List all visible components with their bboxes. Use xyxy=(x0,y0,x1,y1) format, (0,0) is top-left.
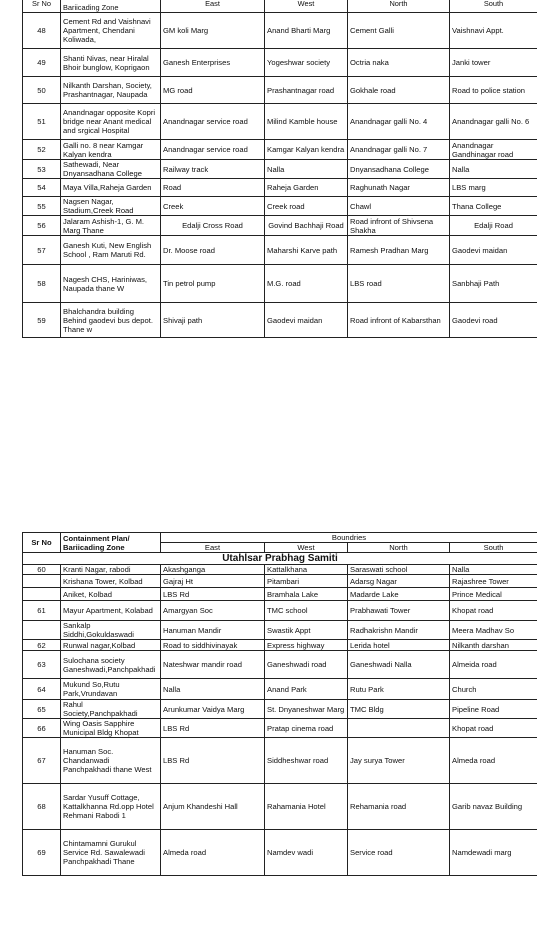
zone-cell: Nilkanth Darshan, Society, Prashantnagar, Naupada xyxy=(61,77,161,104)
west-cell: Prashantnagar road xyxy=(265,77,348,104)
zone-cell: Bhalchandra building Behind gaodevi bus depot. Thane w xyxy=(61,303,161,338)
south-cell: Road to police station xyxy=(450,77,537,104)
table-row xyxy=(23,738,537,784)
zone-cell: Jalaram Ashish-1, G. M. Marg Thane xyxy=(61,216,161,236)
boundries-header: Boundries xyxy=(161,533,537,543)
east-cell: Amargyan Soc xyxy=(161,601,265,621)
zone-cell: Sulochana society Ganeshwadi,Panchpakhadi xyxy=(61,651,161,679)
south-cell: Anandnagar Gandhinagar road xyxy=(450,140,537,160)
table-row xyxy=(23,565,537,575)
table-row xyxy=(23,197,537,216)
sr-no-cell: 55 xyxy=(23,197,61,216)
east-cell: Almeda road xyxy=(161,830,265,876)
table-row xyxy=(23,77,537,104)
table-row xyxy=(23,104,537,140)
sr-no-cell: 67 xyxy=(23,738,61,784)
zone-cell: Chintamamni Gurukul Service Rd. Sawalewadi Panchpakhadi Thane xyxy=(61,830,161,876)
west-cell: Bramhala Lake xyxy=(265,588,348,601)
sr-no-cell: 56 xyxy=(23,216,61,236)
south-cell: Edalji Road xyxy=(450,216,537,236)
zone-cell: Rahul Society,Panchpakhadi xyxy=(61,700,161,719)
west-cell: Yogeshwar society xyxy=(265,49,348,77)
zone-cell: Cement Rd and Vaishnavi Apartment, Chendani Koliwada, xyxy=(61,13,161,49)
sr-no-cell: 58 xyxy=(23,265,61,303)
table-row xyxy=(23,575,537,588)
barricading-table-two xyxy=(22,532,537,876)
west-cell: Rahamania Hotel xyxy=(265,784,348,830)
zone-cell: Galli no. 8 near Kamgar Kalyan kendra xyxy=(61,140,161,160)
south-cell: Khopat road xyxy=(450,719,537,738)
sr-no-cell: 63 xyxy=(23,651,61,679)
north-cell: Raghunath Nagar xyxy=(348,179,450,197)
sr-no-cell: 64 xyxy=(23,679,61,700)
north-cell: Chawl xyxy=(348,197,450,216)
east-cell: MG road xyxy=(161,77,265,104)
zone-header: Containment Plan/ Bariicading Zone xyxy=(61,533,161,553)
table-row xyxy=(23,719,537,738)
sr-no-cell: 49 xyxy=(23,49,61,77)
south-cell: Gaodevi maidan xyxy=(450,236,537,265)
sr-no-header: Sr No xyxy=(23,533,61,553)
north-cell: Ramesh Pradhan Marg xyxy=(348,236,450,265)
south-cell: Vaishnavi Appt. xyxy=(450,13,537,49)
east-cell: Anandnagar service road xyxy=(161,140,265,160)
north-cell: Octria naka xyxy=(348,49,450,77)
table-row xyxy=(23,303,537,338)
east-cell: LBS Rd xyxy=(161,738,265,784)
table-row xyxy=(23,784,537,830)
north-header: North xyxy=(348,0,450,13)
north-cell: Radhakrishn Mandir xyxy=(348,621,450,640)
east-cell: LBS Rd xyxy=(161,719,265,738)
west-cell: Raheja Garden xyxy=(265,179,348,197)
west-cell: Govind Bachhaji Road xyxy=(265,216,348,236)
west-cell: Anand Bharti Marg xyxy=(265,13,348,49)
west-cell: TMC school xyxy=(265,601,348,621)
table-row xyxy=(23,160,537,179)
east-header: East xyxy=(161,543,265,553)
north-cell: LBS road xyxy=(348,265,450,303)
table-row xyxy=(23,265,537,303)
west-cell: Pitambari xyxy=(265,575,348,588)
sr-no-cell: 60 xyxy=(23,565,61,575)
north-cell: Madarde Lake xyxy=(348,588,450,601)
east-cell: Anandnagar service road xyxy=(161,104,265,140)
west-cell: Express highway xyxy=(265,640,348,651)
east-cell: LBS Rd xyxy=(161,588,265,601)
east-cell: Anjum Khandeshi Hall xyxy=(161,784,265,830)
north-cell: Jay surya Tower xyxy=(348,738,450,784)
east-cell: Akashganga xyxy=(161,565,265,575)
sr-no-header: Sr No xyxy=(23,0,61,13)
zone-cell: Runwal nagar,Kolbad xyxy=(61,640,161,651)
zone-cell: Kranti Nagar, rabodi xyxy=(61,565,161,575)
sheet-two xyxy=(22,532,537,876)
north-cell: Rehamania road xyxy=(348,784,450,830)
sr-no-cell: 51 xyxy=(23,104,61,140)
north-cell: Anandnagar galli No. 4 xyxy=(348,104,450,140)
south-cell: Nalla xyxy=(450,565,537,575)
south-cell: Almeda road xyxy=(450,738,537,784)
sr-no-cell: 48 xyxy=(23,13,61,49)
west-cell: Kattalkhana xyxy=(265,565,348,575)
table-row xyxy=(23,640,537,651)
north-cell: Gokhale road xyxy=(348,77,450,104)
east-cell: Hanuman Mandir xyxy=(161,621,265,640)
table-row xyxy=(23,13,537,49)
west-cell: Ganeshwadi road xyxy=(265,651,348,679)
north-cell: Anandnagar galli No. 7 xyxy=(348,140,450,160)
table-row xyxy=(23,830,537,876)
west-cell: Kamgar Kalyan kendra xyxy=(265,140,348,160)
table-row xyxy=(23,140,537,160)
north-cell: Saraswati school xyxy=(348,565,450,575)
zone-cell: Sardar Yusuff Cottage, Kattalkhanna Rd.opp Hotel Rehmani Rabodi 1 xyxy=(61,784,161,830)
sr-no-cell: 68 xyxy=(23,784,61,830)
sr-no-cell xyxy=(23,588,61,601)
zone-cell: Nagesh CHS, Hariniwas, Naupada thane W xyxy=(61,265,161,303)
west-cell: St. Dnyaneshwar Marg xyxy=(265,700,348,719)
south-cell: Garib navaz Building xyxy=(450,784,537,830)
south-cell: Nalla xyxy=(450,160,537,179)
east-cell: GM koli Marg xyxy=(161,13,265,49)
sr-no-cell: 61 xyxy=(23,601,61,621)
zone-cell: Nagsen Nagar, Stadium,Creek Road xyxy=(61,197,161,216)
west-cell: Maharshi Karve path xyxy=(265,236,348,265)
zone-header: Bariicading Zone xyxy=(61,0,161,13)
west-header: West xyxy=(265,543,348,553)
east-cell: Dr. Moose road xyxy=(161,236,265,265)
south-cell: Khopat road xyxy=(450,601,537,621)
north-cell: Dnyansadhana College xyxy=(348,160,450,179)
sr-no-cell: 52 xyxy=(23,140,61,160)
south-cell: Sanbhaji Path xyxy=(450,265,537,303)
zone-cell: Mayur Apartment, Kolabad xyxy=(61,601,161,621)
east-cell: Edalji Cross Road xyxy=(161,216,265,236)
table-row xyxy=(23,216,537,236)
zone-cell: Aniket, Kolbad xyxy=(61,588,161,601)
sr-no-cell: 53 xyxy=(23,160,61,179)
zone-cell: Krishana Tower, Kolbad xyxy=(61,575,161,588)
north-cell: TMC Bldg xyxy=(348,700,450,719)
west-header: West xyxy=(265,0,348,13)
table-row xyxy=(23,651,537,679)
east-cell: Tin petrol pump xyxy=(161,265,265,303)
north-cell: Prabhawati Tower xyxy=(348,601,450,621)
table-row xyxy=(23,679,537,700)
table-header-row-top xyxy=(23,533,537,543)
barricading-table-one xyxy=(22,0,537,338)
north-cell: Rutu Park xyxy=(348,679,450,700)
table-header-row xyxy=(23,0,537,13)
west-cell: Anand Park xyxy=(265,679,348,700)
north-cell: Lerida hotel xyxy=(348,640,450,651)
south-cell: Prince Medical xyxy=(450,588,537,601)
zone-cell: Sankalp Siddhi,Gokuldaswadi xyxy=(61,621,161,640)
east-header: East xyxy=(161,0,265,13)
west-cell: M.G. road xyxy=(265,265,348,303)
north-cell: Road infront of Kabarsthan xyxy=(348,303,450,338)
sr-no-cell: 62 xyxy=(23,640,61,651)
table-row xyxy=(23,601,537,621)
east-cell: Road xyxy=(161,179,265,197)
west-cell: Gaodevi maidan xyxy=(265,303,348,338)
sr-no-cell: 50 xyxy=(23,77,61,104)
sr-no-cell xyxy=(23,575,61,588)
south-cell: Pipeline Road xyxy=(450,700,537,719)
west-cell: Creek road xyxy=(265,197,348,216)
east-cell: Creek xyxy=(161,197,265,216)
east-cell: Gajraj Ht xyxy=(161,575,265,588)
north-cell: Service road xyxy=(348,830,450,876)
south-cell: Almeida road xyxy=(450,651,537,679)
west-cell: Swastik Appt xyxy=(265,621,348,640)
sr-no-cell: 65 xyxy=(23,700,61,719)
south-cell: Church xyxy=(450,679,537,700)
south-cell: Thana College xyxy=(450,197,537,216)
zone-cell: Wing Oasis Sapphire Municipal Bldg Khopat xyxy=(61,719,161,738)
north-cell: Adarsg Nagar xyxy=(348,575,450,588)
south-header: South xyxy=(450,0,537,13)
east-cell: Shivaji path xyxy=(161,303,265,338)
north-cell: Ganeshwadi Nalla xyxy=(348,651,450,679)
table-row xyxy=(23,179,537,197)
table-row xyxy=(23,236,537,265)
south-header: South xyxy=(450,543,537,553)
zone-cell: Maya Villa,Raheja Garden xyxy=(61,179,161,197)
north-header: North xyxy=(348,543,450,553)
table-row xyxy=(23,621,537,640)
table-row xyxy=(23,588,537,601)
west-cell: Siddheshwar road xyxy=(265,738,348,784)
sr-no-cell: 54 xyxy=(23,179,61,197)
zone-cell: Anandnagar opposite Kopri bridge near Anant medical and srgical Hospital xyxy=(61,104,161,140)
north-cell xyxy=(348,719,450,738)
south-cell: Nilkanth darshan xyxy=(450,640,537,651)
section-title-row xyxy=(23,553,537,565)
west-cell: Nalla xyxy=(265,160,348,179)
sr-no-cell: 57 xyxy=(23,236,61,265)
north-cell: Cement Galli xyxy=(348,13,450,49)
east-cell: Nateshwar mandir road xyxy=(161,651,265,679)
table-row xyxy=(23,700,537,719)
south-cell: Rajashree Tower xyxy=(450,575,537,588)
south-cell: Gaodevi road xyxy=(450,303,537,338)
north-cell: Road infront of Shivsena Shakha xyxy=(348,216,450,236)
south-cell: Anandnagar galli No. 6 xyxy=(450,104,537,140)
south-cell: LBS marg xyxy=(450,179,537,197)
zone-cell: Mukund So,Rutu Park,Vrundavan xyxy=(61,679,161,700)
south-cell: Janki tower xyxy=(450,49,537,77)
east-cell: Arunkumar Vaidya Marg xyxy=(161,700,265,719)
sheet-one xyxy=(22,0,537,338)
zone-cell: Ganesh Kuti, New English School , Ram Maruti Rd. xyxy=(61,236,161,265)
east-cell: Ganesh Enterprises xyxy=(161,49,265,77)
east-cell: Railway track xyxy=(161,160,265,179)
east-cell: Nalla xyxy=(161,679,265,700)
zone-cell: Sathewadi, Near Dnyansadhana College xyxy=(61,160,161,179)
sr-no-cell: 66 xyxy=(23,719,61,738)
west-cell: Namdev wadi xyxy=(265,830,348,876)
south-cell: Namdewadi marg xyxy=(450,830,537,876)
east-cell: Road to siddhivinayak xyxy=(161,640,265,651)
west-cell: Pratap cinema road xyxy=(265,719,348,738)
section-title: Utahlsar Prabhag Samiti xyxy=(23,553,537,565)
zone-cell: Shanti Nivas, near Hiralal Bhoir bunglow, Koprigaon xyxy=(61,49,161,77)
sr-no-cell: 59 xyxy=(23,303,61,338)
zone-cell: Hanuman Soc. Chandanwadi Panchpakhadi thane West xyxy=(61,738,161,784)
south-cell: Meera Madhav So xyxy=(450,621,537,640)
page-gap xyxy=(0,398,537,518)
west-cell: Milind Kamble house xyxy=(265,104,348,140)
sr-no-cell xyxy=(23,621,61,640)
table-row xyxy=(23,49,537,77)
sr-no-cell: 69 xyxy=(23,830,61,876)
